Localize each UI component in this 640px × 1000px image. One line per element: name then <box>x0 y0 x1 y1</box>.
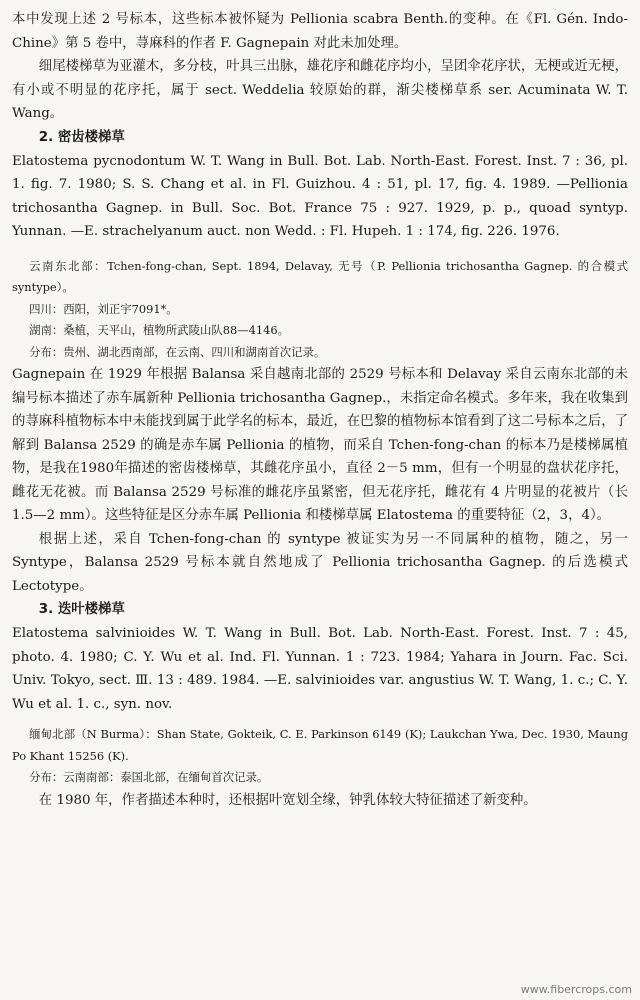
species-3-citation: Elatostema salvinioides W. T. Wang in Bull. Bot. Lab. North-East. Forest. Inst. 7 : 45, photo. 4. 1980; C. Y. Wu et al. Ind. Fl. Yunnan. 1 : 723. 1984; Yahara in Journ. Fac. Sci. Univ. Tokyo, sect. Ⅲ. 13 : 489. 1984. —E. salvinioides var. angustius W. T. Wang, 1. c.; C. Y. Wu et al. 1. c., syn. nov. <box>12 626 628 712</box>
species-3-note: 在 1980 年，作者描述本种时，还根据叶宽划全缘，钟乳体较大特征描述了新变种。 <box>38 792 537 808</box>
species-2-citation: Elatostema pycnodontum W. T. Wang in Bull. Bot. Lab. North-East. Forest. Inst. 7 : 36, pl. 1. fig. 7. 1980; S. S. Chang et al. in Fl. Guizhou. 4 : 51, pl. 17, fig. 4. 1989. —Pellionia trichosantha Gagnep. in Bull. Soc. Bot. France 75 : 927. 1929, p. p., quoad syntyp. Yunnan. —E. strachelyanum auct. non Wedd. : Fl. Hupeh. 1 : 174, fig. 226. 1976. <box>12 153 628 239</box>
intro-paragraph: 细尾楼梯草为亚灌木，多分枝，叶具三出脉，雄花序和雌花序均小，呈团伞花序状，无梗或近无梗，有小或不明显的花序托，属于 sect. Weddelia 较原始的群，渐尖楼梯草系 ser. Acuminata W. T. Wang。 <box>12 59 628 121</box>
species-2-discussion: Gagnepain 在 1929 年根据 Balansa 采自越南北部的 2529 号标本和 Delavay 采自云南东北部的未编号标本描述了赤车属新种 Pellionia trichosantha Gagnep.，未指定命名模式。多年来，我在收集到的荨麻科植物标本中未能找到属于此学名的标本，最近，在巴黎的植物标本馆看到了这二号标本之后，了解到 Balansa 2529 的确是赤车属 Pellionia 的植物，而采自 Tchen-fong-chan 的标本乃是楼梯属植物，是我在1980年描述的密齿楼梯草，其雌花序虽小，直径 2－5 mm，但有一个明显的盘状花序托，雌花无花被。而 Balansa 2529 号标准的雌花序虽紧密，但无花序托，雌花有 4 片明显的花被片（长 1.5—2 mm）。这些特征是区分赤车属 Pellionia 和楼梯草属 Elatostema 的重要特征（2，3，4）。 <box>12 367 628 523</box>
specimen-line: 湖南：桑植，天平山，植物所武陵山队88—4146。 <box>29 323 289 337</box>
species-3-heading: 3. 迭叶楼梯草 <box>38 602 125 617</box>
intro-line: 本中发现上述 2 号标本，这些标本被怀疑为 Pellionia scabra Benth.的变种。在《Fl. Gén. Indo-Chine》第 5 卷中，荨麻科的作者 F. Gagnepain 对此未加处理。 <box>12 12 628 51</box>
distribution-line: 分布：云南南部：泰国北部，在缅甸首次记录。 <box>29 770 269 784</box>
distribution-line: 分布：贵州、湖北西南部，在云南、四川和湖南首次记录。 <box>29 344 326 359</box>
watermark: www.fibercrops.com <box>520 983 632 996</box>
species-2-conclusion: 根据上述，采自 Tchen-fong-chan 的 syntype 被证实为另一不同属种的植物，随之，另一 Syntype，Balansa 2529 号标本就自然地成了 Pellionia trichosantha Gagnep. 的后选模式 Lectotype。 <box>12 531 628 594</box>
specimen-line: 四川：西阳，刘正宇7091*。 <box>29 301 178 316</box>
species-2-heading: 2. 密齿楼梯草 <box>38 129 125 145</box>
specimen-line: 云南东北部：Tchen-fong-chan, Sept. 1894, Delavay, 无号（P. Pellionia trichosantha Gagnep. 的合模式 syntype）。 <box>12 258 628 294</box>
specimen-line: 缅甸北部（N Burma）：Shan State, Gokteik, C. E. Parkinson 6149 (K); Laukchan Ywa, Dec. 1930, Maung Po Khant 15256 (K). <box>12 727 628 763</box>
species-3-specimens <box>12 724 628 789</box>
species-2-specimens <box>12 256 628 364</box>
